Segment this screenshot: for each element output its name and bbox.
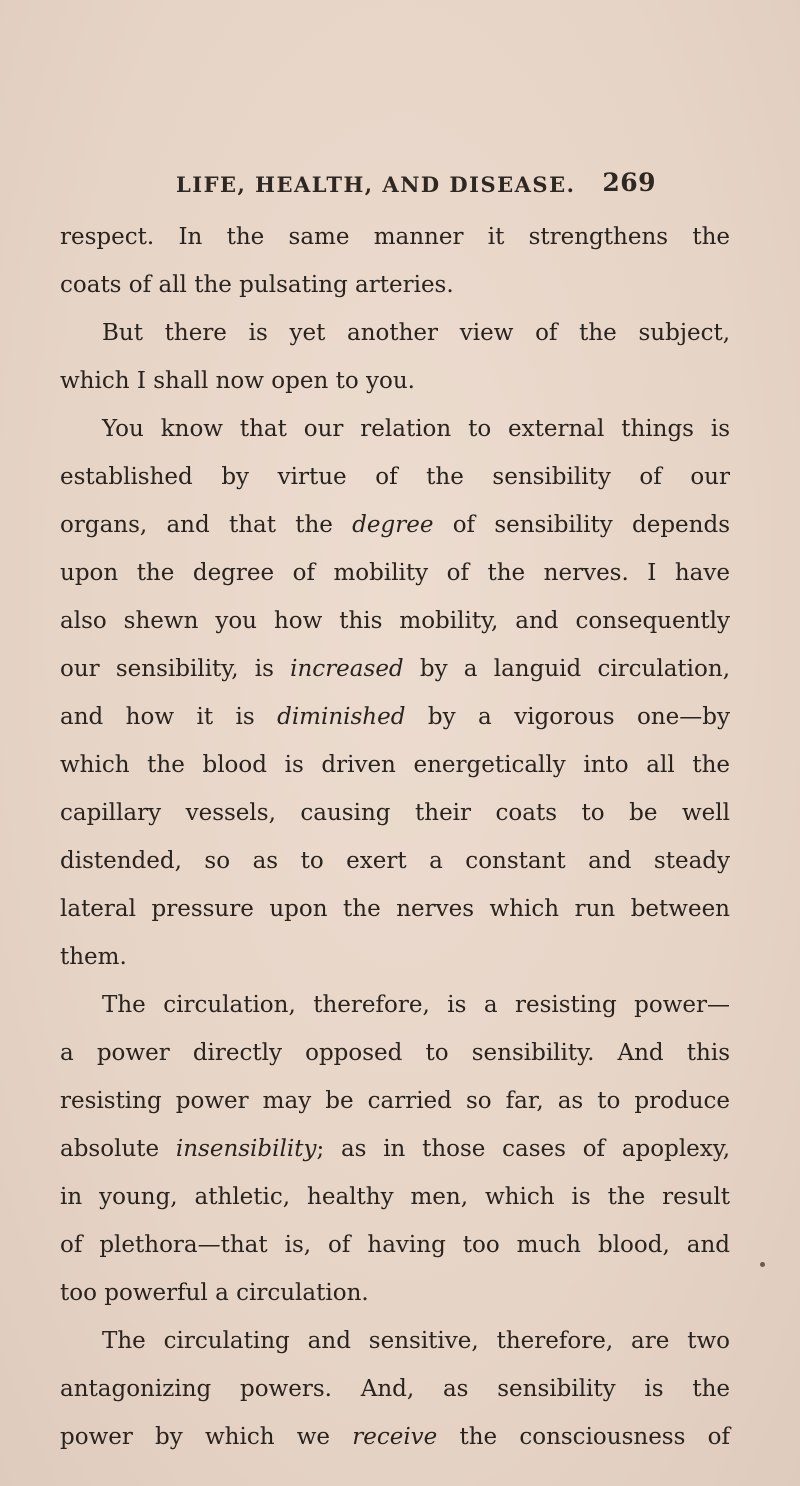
text-line: them. [60,944,127,970]
text-line: in young, athletic, healthy men, which is the result [60,1184,730,1210]
body-text [60,213,730,1461]
text-line: The circulating and sensitive, therefore, are two [102,1328,730,1354]
text-line: organs, and that the degree of sensibility depends [60,512,731,538]
text-line: upon the degree of mobility of the nerves. I have [60,560,730,586]
text-line: established by virtue of the sensibility of our [60,464,730,490]
text-line: capillary vessels, causing their coats to be well [60,800,730,826]
text-line: lateral pressure upon the nerves which run between [60,896,730,922]
text-line: which the blood is driven energetically into all the [60,752,730,778]
text-line: But there is yet another view of the subject, [102,320,730,346]
text-line: and how it is diminished by a vigorous one—by [60,704,730,730]
text-line: antagonizing powers. And, as sensibility is the [60,1376,730,1402]
text-line: our sensibility, is increased by a languid circulation, [60,656,731,682]
text-line: The circulation, therefore, is a resisting power— [102,992,730,1018]
text-line: also shewn you how this mobility, and consequently [60,608,730,634]
text-line: distended, so as to exert a constant and steady [60,848,730,874]
text-line: too powerful a circulation. [60,1280,369,1306]
text-line: You know that our relation to external things is [102,416,730,442]
text-line: which I shall now open to you. [60,368,415,394]
text-line: a power directly opposed to sensibility. And this [60,1040,730,1066]
page-number: 269 [602,168,656,197]
text-line: respect. In the same manner it strengthens the [60,224,730,250]
text-line: absolute insensibility; as in those cases of apoplexy, [60,1136,731,1162]
text-line: resisting power may be carried so far, as to produce [60,1088,730,1114]
paper-speck [760,1262,765,1267]
text-line: of plethora—that is, of having too much blood, and [60,1232,730,1258]
text-line: coats of all the pulsating arteries. [60,272,454,298]
page-header [176,168,656,204]
running-head: LIFE, HEALTH, AND DISEASE. [176,172,576,197]
text-line: power by which we receive the consciousness of [60,1424,730,1450]
